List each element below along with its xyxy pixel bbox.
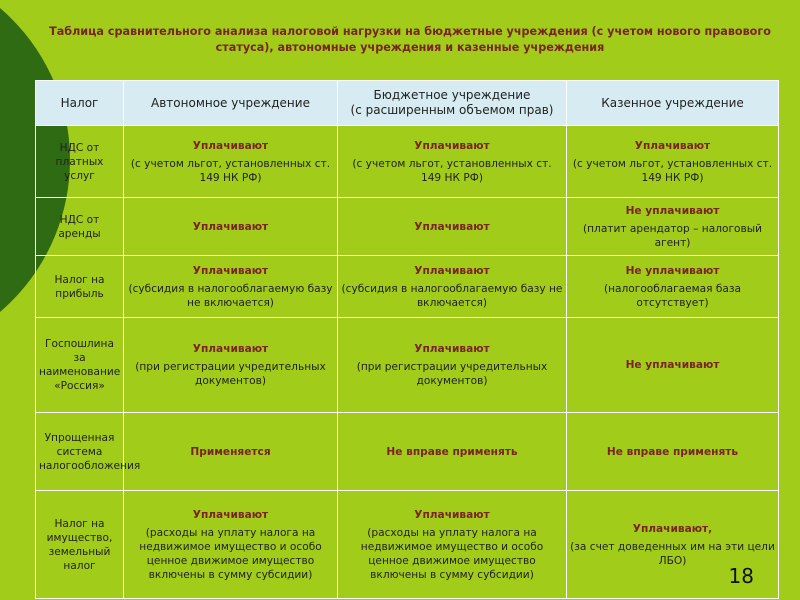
cell-autonomous	[124, 413, 338, 491]
table-row	[36, 318, 779, 413]
cell-budget	[338, 318, 567, 413]
note-text: (с учетом льгот, установленных ст. 149 НК РФ)	[352, 157, 552, 184]
status-text: Уплачивают	[414, 139, 490, 152]
status-text: Не уплачивают	[625, 204, 720, 217]
cell-state	[567, 256, 779, 318]
row-tax-name: НДС от платных услуг	[36, 126, 124, 198]
note-text: (с учетом льгот, установленных ст. 149 НК РФ)	[130, 157, 331, 184]
status-text: Уплачивают	[192, 220, 269, 233]
status-text: Уплачивают,	[632, 522, 713, 535]
cell-autonomous	[124, 256, 338, 318]
cell-autonomous	[124, 126, 338, 198]
status-text: Уплачивают	[634, 139, 711, 152]
note-text: (при регистрации учредительных документов)	[135, 361, 326, 387]
note-text: (платит арендатор – налоговый агент)	[582, 222, 762, 249]
cell-state	[567, 318, 779, 413]
note-text: (субсидия в налогооблагаемую базу не включается)	[128, 282, 333, 309]
status-text: Уплачивают	[414, 264, 490, 277]
header-budget	[338, 81, 567, 126]
header-tax: Налог	[36, 81, 124, 126]
status-text: Применяется	[190, 445, 271, 458]
header-budget-line2: (с расширенным объемом прав)	[350, 103, 554, 117]
note-text: (с учетом льгот, установленных ст. 149 НК РФ)	[572, 157, 773, 184]
note-text: (расходы на уплату налога на недвижимое имущество и особо ценное движимое имущество включены в сумму субсидии)	[139, 526, 322, 581]
row-tax-name: Налог на имущество, земельный налог	[36, 491, 124, 599]
status-text: Уплачивают	[414, 508, 490, 521]
cell-autonomous	[124, 491, 338, 599]
page-number: 18	[728, 564, 754, 588]
table-row	[36, 126, 779, 198]
page-title	[40, 24, 780, 56]
header-budget-line1: Бюджетное учреждение	[373, 88, 531, 102]
note-text: (за счет доведенных им на эти цели ЛБО)	[570, 540, 775, 567]
cell-budget	[338, 491, 567, 599]
row-tax-name: НДС от аренды	[36, 198, 124, 256]
status-text: Уплачивают	[414, 343, 490, 355]
row-tax-name: Налог на прибыль	[36, 256, 124, 318]
note-text: (при регистрации учредительных документов)	[356, 361, 548, 387]
cell-budget	[338, 198, 567, 256]
table-row	[36, 413, 779, 491]
table-row	[36, 198, 779, 256]
note-text: (налогооблагаемая база отсутствует)	[603, 282, 742, 309]
cell-state	[567, 413, 779, 491]
table-row	[36, 491, 779, 599]
cell-autonomous	[124, 198, 338, 256]
note-text: (расходы на уплату налога на недвижимое имущество и особо ценное движимое имущество включены в сумму субсидии)	[360, 526, 544, 581]
comparison-table	[35, 80, 779, 599]
status-text: Уплачивают	[192, 343, 269, 355]
title-line-1: Таблица сравнительного анализа налоговой нагрузки на бюджетные учреждения (с учетом нового правового	[49, 25, 771, 38]
status-text: Не вправе применять	[606, 445, 739, 458]
status-text: Уплачивают	[414, 220, 490, 233]
cell-budget	[338, 256, 567, 318]
status-text: Не уплачивают	[625, 359, 720, 371]
status-text: Не вправе применять	[386, 445, 518, 458]
cell-budget	[338, 413, 567, 491]
status-text: Уплачивают	[192, 508, 269, 521]
cell-state	[567, 126, 779, 198]
status-text: Не уплачивают	[625, 264, 720, 277]
row-tax-name: Упрощенная система налогообложения	[36, 413, 124, 491]
title-line-2: статуса), автономные учреждения и казенные учреждения	[215, 41, 605, 54]
status-text: Уплачивают	[192, 264, 269, 277]
status-text: Уплачивают	[192, 139, 269, 152]
header-row	[36, 81, 779, 126]
header-autonomous: Автономное учреждение	[124, 81, 338, 126]
row-tax-name: Госпошлина за наименование «Россия»	[36, 318, 124, 413]
cell-state	[567, 198, 779, 256]
note-text: (субсидия в налогооблагаемую базу не включается)	[341, 282, 563, 309]
header-state: Казенное учреждение	[567, 81, 779, 126]
table-row	[36, 256, 779, 318]
cell-autonomous	[124, 318, 338, 413]
cell-budget	[338, 126, 567, 198]
